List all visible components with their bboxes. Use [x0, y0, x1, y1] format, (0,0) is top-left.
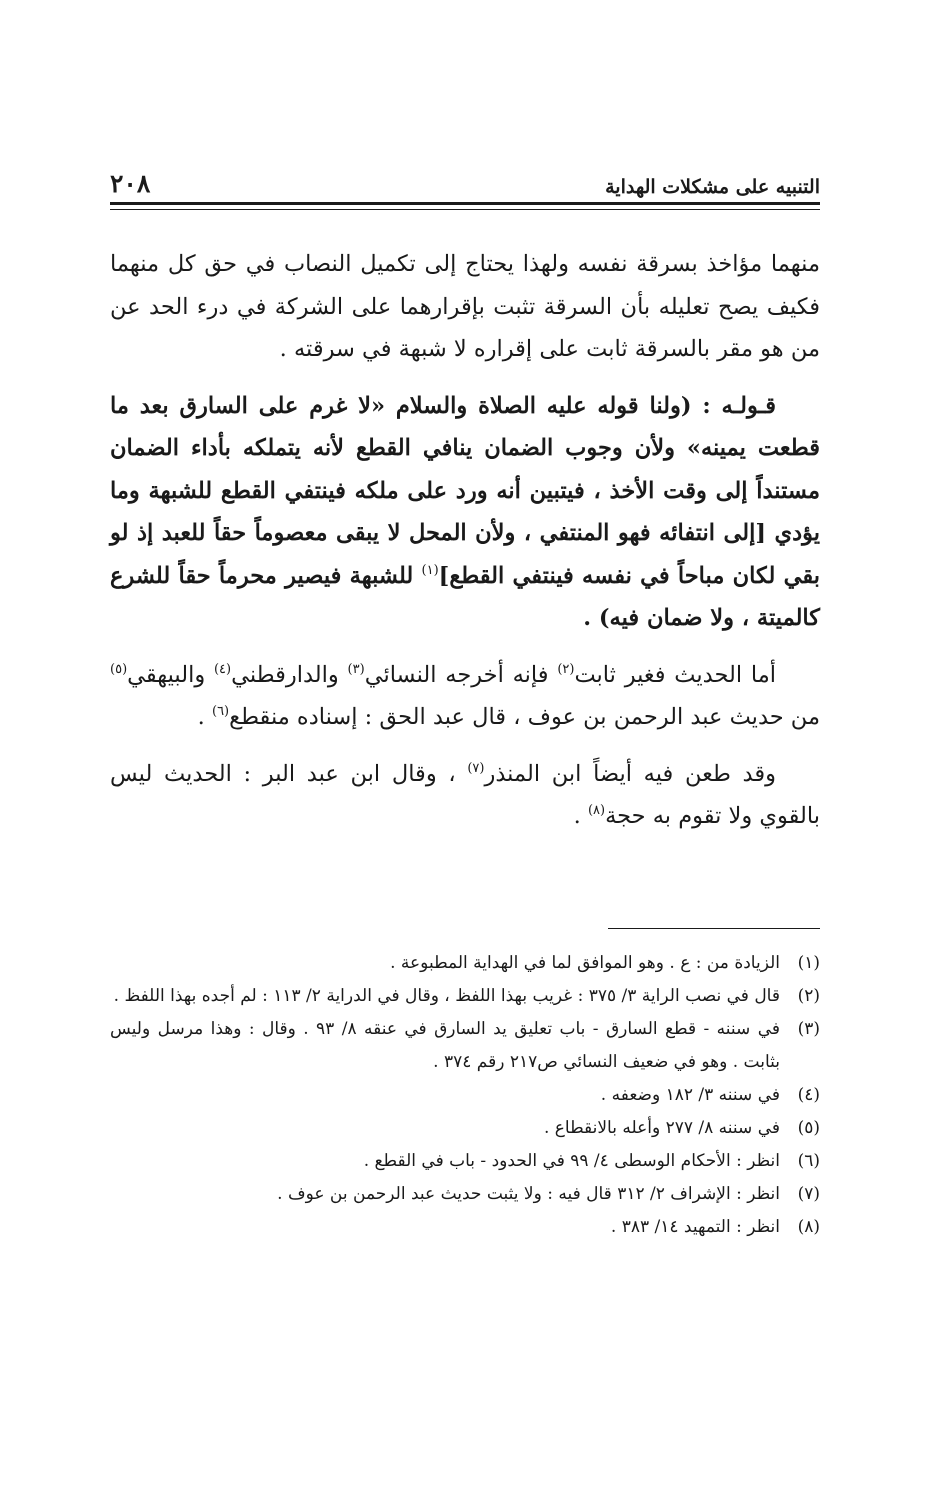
footnote-ref: (٥)	[110, 661, 128, 677]
main-text	[110, 243, 820, 838]
paragraph-text: .	[573, 803, 588, 829]
footnote-number: (٤)	[797, 1085, 820, 1105]
paragraph-text: .	[197, 704, 212, 730]
header-rule-thin	[110, 209, 820, 210]
paragraph-text: وقد طعن فيه أيضاً ابن المنذر	[484, 760, 776, 787]
book-title: التنبيه على مشكلات الهداية	[605, 176, 820, 198]
running-header	[110, 168, 820, 198]
footnote-number: (٢)	[797, 986, 820, 1006]
footnote-ref: (٦)	[211, 704, 230, 719]
paragraph-text: والدارقطني	[231, 661, 348, 688]
quoted-paragraph	[110, 385, 820, 640]
footnote-item	[110, 947, 820, 980]
paragraph	[110, 753, 820, 838]
paragraph-text: فإنه أخرجه النسائي	[364, 661, 558, 688]
footnote-item	[110, 980, 820, 1013]
paragraph-text: ، وقال ابن عبد البر : الحديث ليس بالقوي ولا تقوم به حجة	[110, 760, 820, 829]
footnote-separator	[608, 928, 820, 929]
footnote-text: في سننه ٣/ ١٨٢ وضعفه .	[600, 1085, 780, 1105]
paragraph-text: أما الحديث فغير ثابت	[574, 661, 776, 688]
footnote-text: انظر : الأحكام الوسطى ٤/ ٩٩ في الحدود - باب في القطع .	[363, 1151, 780, 1171]
footnote-ref: (٣)	[347, 661, 365, 677]
footnote-text: انظر : التمهيد ١٤/ ٣٨٣ .	[610, 1217, 780, 1237]
footnote-ref: (٢)	[557, 661, 575, 677]
footnote-text: انظر : الإشراف ٢/ ٣١٢ قال فيه : ولا يثبت حديث عبد الرحمن بن عوف .	[277, 1184, 780, 1204]
footnote-item	[110, 1145, 820, 1178]
page-number: ٢٠٨	[110, 169, 151, 198]
quote-text: للشبهة فيصير محرماً حقاً للشرع كالميتة ، ولا ضمان فيه) .	[110, 562, 820, 631]
footnote-text: الزيادة من : ع . وهو الموافق لما في الهداية المطبوعة .	[390, 953, 780, 973]
footnote-number: (٧)	[797, 1184, 820, 1204]
footnote-item	[110, 1013, 820, 1079]
footnote-ref: (٨)	[587, 803, 606, 818]
footnote-ref: (٤)	[213, 661, 232, 677]
footnote-number: (٣)	[797, 1019, 820, 1039]
paragraph	[110, 243, 820, 371]
footnote-item	[110, 1112, 820, 1145]
paragraph-text: والبيهقي	[127, 661, 214, 688]
quote-text: قـولـه : (ولنا قوله عليه الصلاة والسلام «لا غرم على السارق بعد ما قطعت يمينه» ولأن وجوب الضمان ينافي القطع لأنه يتملكه بأداء الضمان مستنداً إلى وقت الأخذ ، فيتبين أنه ورد على ملكه فينتفي القطع للشبهة وما يؤدي [إلى انتفائه فهو المنتفي ، ولأن المحل لا يبقى معصوماً حقاً للعبد إذ لو بقي لكان مباحاً في نفسه فينتفي القطع]	[110, 392, 820, 589]
footnote-ref: (١)	[421, 562, 439, 578]
paragraph-text: منهما مؤاخذ بسرقة نفسه ولهذا يحتاج إلى تكميل النصاب في حق كل منهما فكيف يصح تعليله بأن السرقة تثبت بإقرارهما على الشركة في درء الحد عن من هو مقر بالسرقة ثابت على إقراره لا شبهة في سرقته .	[110, 251, 820, 362]
footnote-number: (٥)	[797, 1118, 820, 1138]
paragraph	[110, 654, 820, 739]
footnote-item	[110, 1211, 820, 1244]
footnote-text: في سننه ٨/ ٢٧٧ وأعله بالانقطاع .	[543, 1118, 780, 1138]
footnote-ref: (٧)	[467, 760, 485, 776]
footnote-text: في سننه - قطع السارق - باب تعليق يد السارق في عنقه ٨/ ٩٣ . وقال : وهذا مرسل وليس بثابت . وهو في ضعيف النسائي ص٢١٧ رقم ٣٧٤ .	[110, 1019, 780, 1072]
footnote-item	[110, 1079, 820, 1112]
footnote-number: (١)	[797, 953, 820, 973]
header-rule-thick	[110, 202, 820, 205]
footnotes	[110, 947, 820, 1244]
footnote-number: (٨)	[797, 1217, 820, 1237]
paragraph-text: من حديث عبد الرحمن بن عوف ، قال عبد الحق : إسناده منقطع	[229, 704, 820, 730]
footnote-text: قال في نصب الراية ٣/ ٣٧٥ : غريب بهذا اللفظ ، وقال في الدراية ٢/ ١١٣ : لم أجده بهذا اللفظ .	[113, 986, 780, 1006]
footnote-item	[110, 1178, 820, 1211]
footnote-number: (٦)	[797, 1151, 820, 1171]
